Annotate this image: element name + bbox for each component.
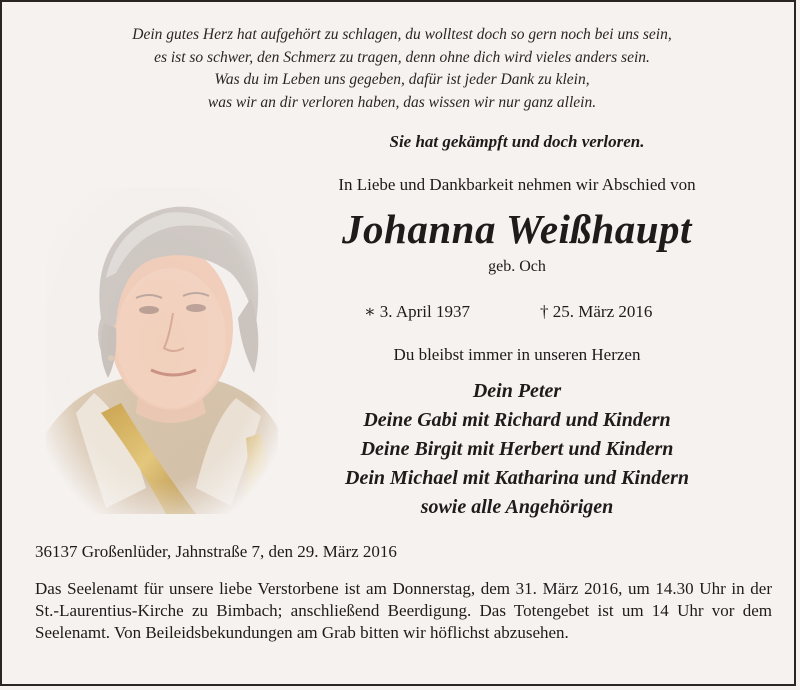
service-notice: Das Seelenamt für unsere liebe Verstorbene ist am Donnerstag, dem 31. März 2016, um 14.30 Uhr in der St.-Laurentius-Kirche zu Bimbach; anschließend Beerdigung. Das Totengebet ist um 14 Uhr vor dem Seelenamt. Von Beileidsbekundungen am Grab bitten wir höflichst abzusehen. bbox=[35, 579, 772, 642]
mourner-line: Dein Michael mit Katharina und Kindern bbox=[345, 467, 689, 489]
poem-line: Dein gutes Herz hat aufgehört zu schlagen, du wolltest doch so gern noch bei uns sein, bbox=[132, 26, 672, 43]
heart-line: Du bleibst immer in unseren Herzen bbox=[393, 345, 641, 364]
mourner-line: Deine Gabi mit Richard und Kindern bbox=[363, 409, 671, 431]
poem-line: was wir an dir verloren haben, das wissen wir nur ganz allein. bbox=[207, 93, 597, 111]
mourner-line: Dein Peter bbox=[472, 380, 562, 402]
birth-name: geb. Och bbox=[488, 258, 546, 275]
motto: Sie hat gekämpft und doch verloren. bbox=[389, 132, 645, 151]
birth-date: ∗ 3. April 1937 bbox=[364, 302, 471, 321]
poem-line: es ist so schwer, den Schmerz zu tragen, denn ohne dich wird vieles anders sein. bbox=[154, 48, 650, 66]
death-date: † 25. März 2016 bbox=[540, 302, 653, 321]
mourner-line: sowie alle Angehörigen bbox=[420, 496, 614, 518]
mourners-list bbox=[272, 377, 762, 522]
mourner-line: Deine Birgit mit Herbert und Kindern bbox=[360, 438, 674, 460]
poem bbox=[42, 24, 762, 114]
deceased-name: Johanna Weißhaupt bbox=[342, 206, 692, 252]
address-date-line: 36137 Großenlüder, Jahnstraße 7, den 29. März 2016 bbox=[35, 542, 397, 561]
poem-line: Was du im Leben uns gegeben, dafür ist jeder Dank zu klein, bbox=[214, 71, 590, 88]
farewell-line: In Liebe und Dankbarkeit nehmen wir Abschied von bbox=[338, 175, 696, 194]
portrait-image bbox=[46, 188, 278, 514]
portrait-photo bbox=[46, 188, 278, 514]
